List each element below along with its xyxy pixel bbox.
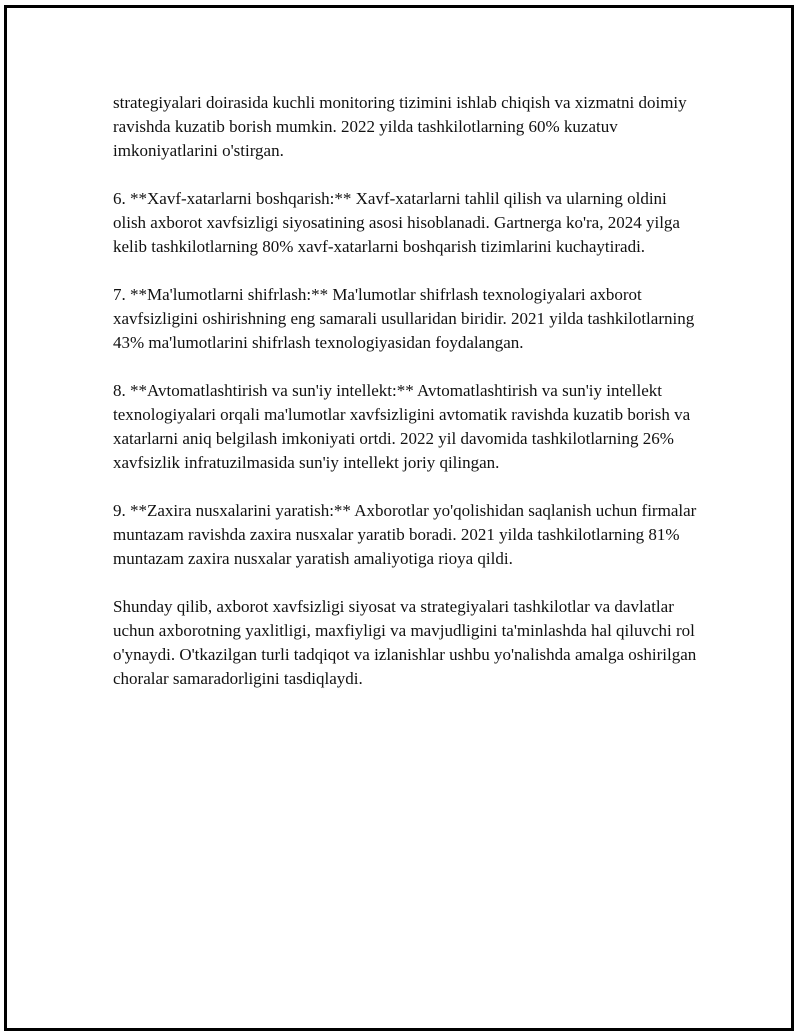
paragraph-risk-management: 6. **Xavf-xatarlarni boshqarish:** Xavf-xatarlarni tahlil qilish va ularning oldini olish axborot xavfsizligi siyosatining asosi hisoblanadi. Gartnerga ko'ra, 2024 yilga kelib tashkilotlarning 80% xavf-xatarlarni boshqarish tizimlarini kuchaytiradi. (113, 189, 680, 256)
paragraph-backups: 9. **Zaxira nusxalarini yaratish:** Axborotlar yo'qolishidan saqlanish uchun firmalar muntazam ravishda zaxira nusxalar yaratib boradi. 2021 yilda tashkilotlarning 81% muntazam zaxira nusxalar yaratish amaliyotiga rioya qildi. (113, 501, 697, 568)
document-body (113, 91, 703, 715)
paragraph-data-encryption: 7. **Ma'lumotlarni shifrlash:** Ma'lumotlar shifrlash texnologiyalari axborot xavfsizligini oshirishning eng samarali usullaridan biridir. 2021 yilda tashkilotlarning 43% ma'lumotlarini shifrlash texnologiyasidan foydalangan. (113, 285, 695, 352)
paragraph-conclusion: Shunday qilib, axborot xavfsizligi siyosat va strategiyalari tashkilotlar va davlatlar uchun axborotning yaxlitligi, maxfiyligi va mavjudligini ta'minlashda hal qiluvchi rol o'ynaydi. O'tkazilgan turli tadqiqot va izlanishlar ushbu yo'nalishda amalga oshirilgan choralar samaradorligini tasdiqlaydi. (113, 597, 697, 688)
paragraph-monitoring: strategiyalari doirasida kuchli monitoring tizimini ishlab chiqish va xizmatni doimiy ravishda kuzatib borish mumkin. 2022 yilda tashkilotlarning 60% kuzatuv imkoniyatlarini o'stirgan. (113, 93, 687, 160)
paragraph-automation-ai: 8. **Avtomatlashtirish va sun'iy intellekt:** Avtomatlashtirish va sun'iy intellekt texnologiyalari orqali ma'lumotlar xavfsizligini avtomatik ravishda kuzatib borish va xatarlarni aniq belgilash imkoniyati ortdi. 2022 yil davomida tashkilotlarning 26% xavfsizlik infratuzilmasida sun'iy intellekt joriy qilingan. (113, 381, 691, 472)
